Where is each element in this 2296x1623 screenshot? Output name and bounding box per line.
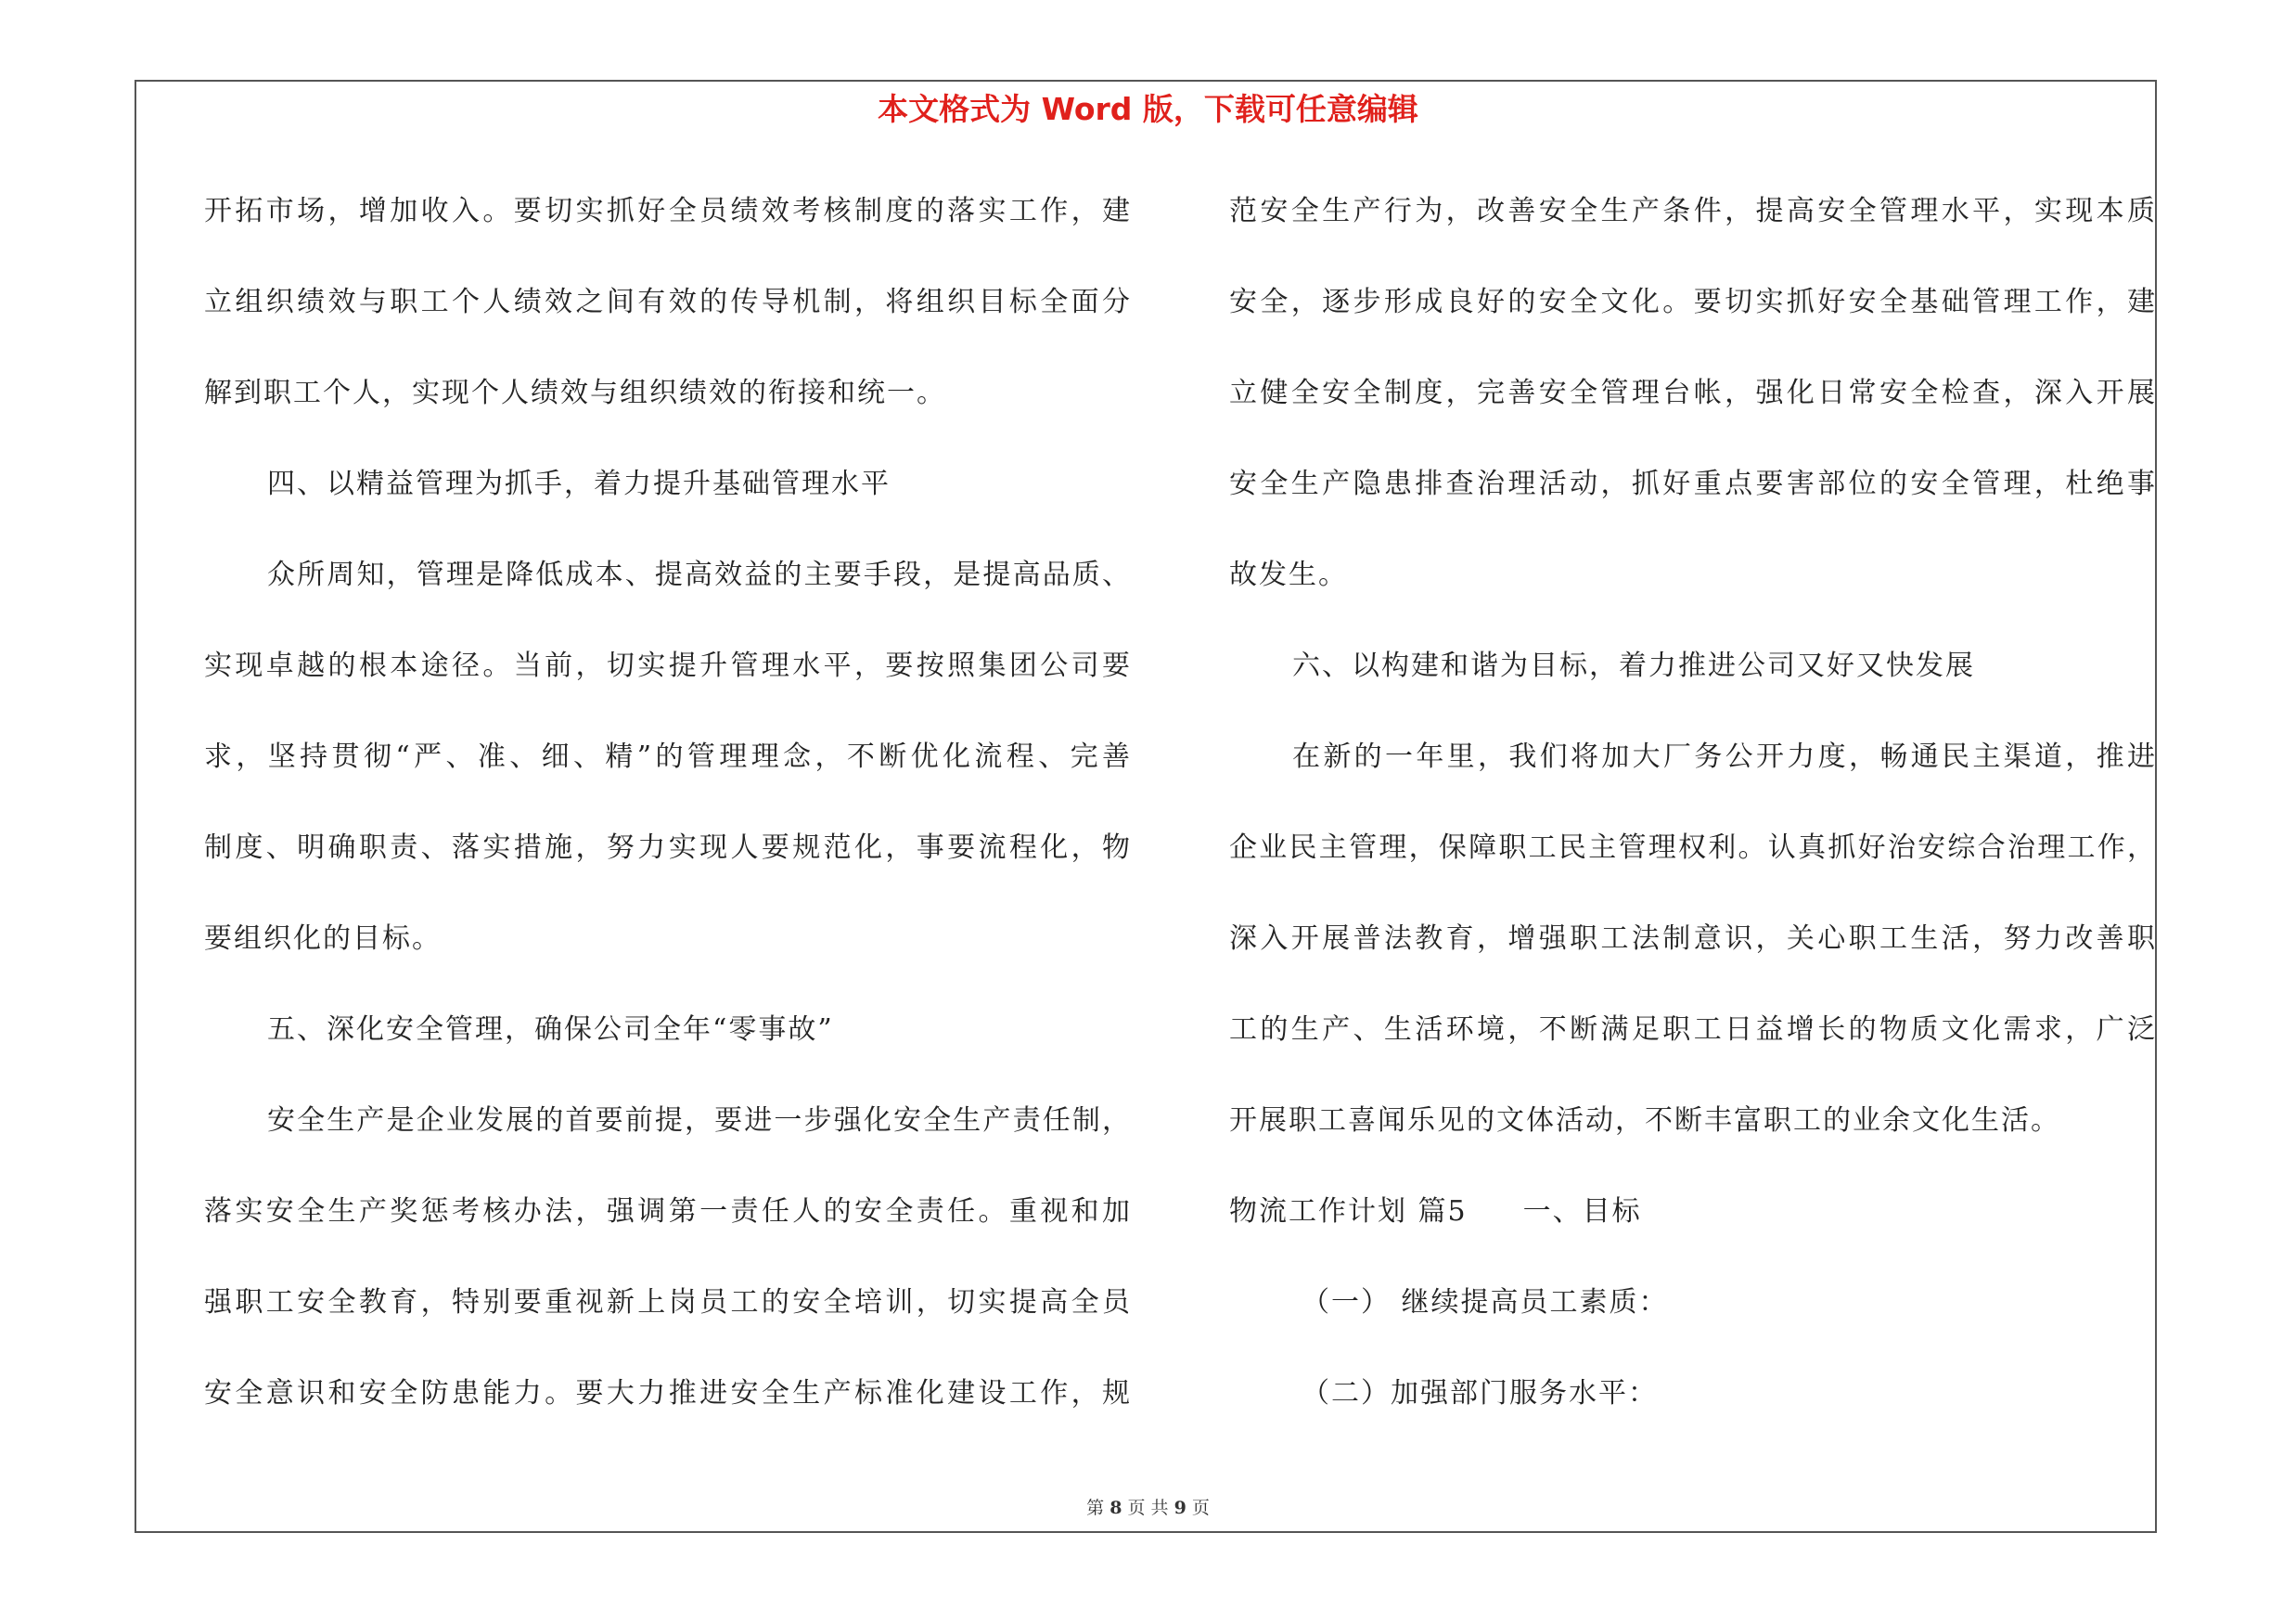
plan-title-line (1229, 1186, 2157, 1277)
page-number-footer (0, 1494, 2296, 1519)
total-pages-number: 9 (1174, 1498, 1186, 1518)
paragraph-line: 众所周知，管理是降低成本、提高效益的主要手段，是提高品质、 (267, 559, 1132, 591)
sub-item: （二）加强部门服务水平： (1302, 1377, 1658, 1410)
sub-item: （一） 继续提高员工素质： (1302, 1286, 1669, 1319)
paragraph-line: 安全，逐步形成良好的安全文化。要切实抓好安全基础管理工作，建 (1229, 286, 2157, 318)
paragraph-line: 求，坚持贯彻“严、准、细、精”的管理理念，不断优化流程、完善 (204, 741, 1132, 773)
section-heading: 四、以精益管理为抓手，着力提升基础管理水平 (267, 468, 891, 500)
paragraph-line: 解到职工个人，实现个人绩效与组织绩效的衔接和统一。 (204, 377, 946, 409)
paragraph-line: 立健全安全制度，完善安全管理台帐，强化日常安全检查，深入开展 (1229, 377, 2157, 409)
paragraph-line: 开展职工喜闻乐见的文体活动，不断丰富职工的业余文化生活。 (1229, 1104, 2060, 1137)
section-heading: 六、以构建和谐为目标，着力推进公司又好又快发展 (1292, 650, 1975, 682)
footer-middle: 页 共 (1127, 1498, 1169, 1518)
paragraph-line: 落实安全生产奖惩考核办法，强调第一责任人的安全责任。重视和加 (204, 1195, 1132, 1228)
paragraph-line: 企业民主管理，保障职工民主管理权利。认真抓好治安综合治理工作， (1229, 831, 2157, 864)
footer-suffix: 页 (1191, 1498, 1210, 1518)
paragraph-line: 故发生。 (1229, 559, 1348, 591)
paragraph-line: 在新的一年里，我们将加大厂务公开力度，畅通民主渠道，推进 (1292, 741, 2157, 773)
plan-title: 物流工作计划 篇5 (1229, 1195, 1468, 1228)
paragraph-line: 工的生产、生活环境，不断满足职工日益增长的物质文化需求，广泛 (1229, 1013, 2157, 1046)
paragraph-line: 范安全生产行为，改善安全生产条件，提高安全管理水平，实现本质 (1229, 195, 2157, 227)
paragraph-line: 制度、明确职责、落实措施，努力实现人要规范化，事要流程化，物 (204, 831, 1132, 864)
header-banner: 本文格式为 Word 版，下载可任意编辑 (878, 91, 1418, 127)
section-heading: 五、深化安全管理，确保公司全年“零事故” (267, 1013, 834, 1046)
paragraph-line: 强职工安全教育，特别要重视新上岗员工的安全培训，切实提高全员 (204, 1286, 1132, 1319)
paragraph-line: 立组织绩效与职工个人绩效之间有效的传导机制，将组织目标全面分 (204, 286, 1132, 318)
paragraph-line: 安全生产隐患排查治理活动，抓好重点要害部位的安全管理，杜绝事 (1229, 468, 2157, 500)
goal-heading: 一、目标 (1522, 1195, 1642, 1228)
paragraph-line: 实现卓越的根本途径。当前，切实提升管理水平，要按照集团公司要 (204, 650, 1132, 682)
paragraph-line: 开拓市场，增加收入。要切实抓好全员绩效考核制度的落实工作，建 (204, 195, 1132, 227)
right-column (1229, 186, 2157, 1459)
footer-prefix: 第 (1086, 1498, 1105, 1518)
left-column (204, 186, 1132, 1459)
paragraph-line: 深入开展普法教育，增强职工法制意识，关心职工生活，努力改善职 (1229, 922, 2157, 955)
paragraph-line: 安全意识和安全防患能力。要大力推进安全生产标准化建设工作，规 (204, 1377, 1132, 1410)
paragraph-line: 要组织化的目标。 (204, 922, 442, 955)
current-page-number: 8 (1110, 1498, 1122, 1518)
paragraph-line: 安全生产是企业发展的首要前提，要进一步强化安全生产责任制， (267, 1104, 1132, 1137)
